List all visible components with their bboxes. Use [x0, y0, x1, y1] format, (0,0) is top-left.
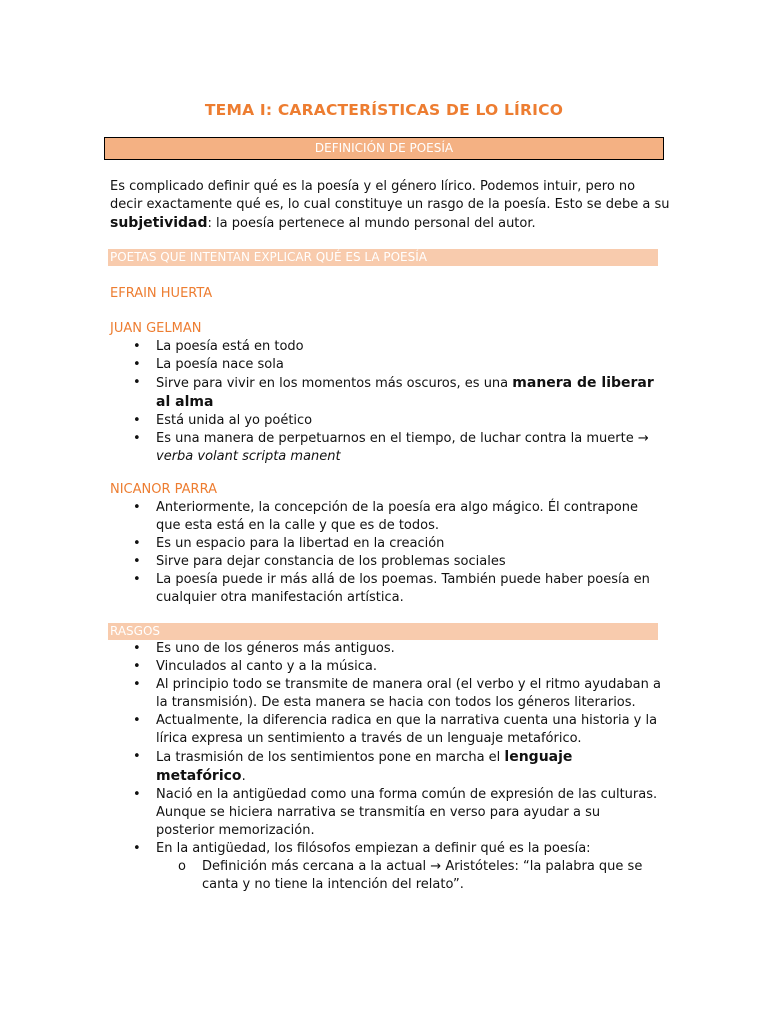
bullet-icon: • [133, 659, 141, 674]
list-item-text: Es un espacio para la libertad en la creación [156, 536, 445, 551]
intro-text-before: Es complicado definir qué es la poesía y el género lírico. Podemos intuir, pero no decir exactamente qué es, lo cual constituye un rasgo de la poesía. Esto se debe a su [110, 179, 670, 212]
list-item-text: La poesía nace sola [156, 357, 284, 372]
list-item [110, 499, 662, 535]
definition-header-box: DEFINICIÓN DE POESÍA [104, 137, 664, 160]
circle-bullet-icon: o [178, 859, 186, 874]
bullet-icon: • [133, 641, 141, 656]
list-item [110, 374, 662, 412]
list-item-text: Sirve para vivir en los momentos más oscuros, es una [156, 376, 513, 391]
list-item [110, 356, 662, 374]
list-item-text-end: . [241, 769, 246, 784]
list-item-text: La poesía está en todo [156, 339, 304, 354]
parra-list [110, 499, 662, 607]
poetas-section-header: POETAS QUE INTENTAN EXPLICAR QUÉ ES LA POESÍA [108, 249, 658, 266]
rasgos-list [110, 640, 662, 894]
list-item [110, 786, 662, 840]
intro-bold-word: subjetividad [110, 215, 208, 231]
bullet-icon: • [133, 357, 141, 372]
bullet-icon: • [133, 554, 141, 569]
bullet-icon: • [133, 572, 141, 587]
bullet-icon: • [133, 339, 141, 354]
list-item-text: Anteriormente, la concepción de la poesía era algo mágico. Él contrapone que esta está en la calle y que es de todos. [156, 500, 638, 533]
list-item [110, 571, 662, 607]
bullet-icon: • [133, 375, 141, 390]
bullet-icon: • [133, 787, 141, 802]
sublist-item-text: Definición más cercana a la actual → Aristóteles: “la palabra que se canta y no tiene la intención del relato”. [202, 859, 643, 892]
document-title: TEMA I: CARACTERÍSTICAS DE LO LÍRICO [204, 101, 564, 119]
list-item [110, 658, 662, 676]
list-item-bold: lenguaje metafórico [156, 749, 573, 784]
bullet-icon: • [133, 413, 141, 428]
bullet-icon: • [133, 749, 141, 764]
list-item [110, 840, 662, 894]
list-item-text: Es uno de los géneros más antiguos. [156, 641, 395, 656]
intro-paragraph [110, 178, 670, 233]
poet-name-efrain: EFRAIN HUERTA [110, 286, 213, 301]
latin-quote: verba volant scripta manent [156, 449, 341, 464]
list-item-text: La poesía puede ir más allá de los poemas. También puede haber poesía en cualquier otra manifestación artística. [156, 572, 650, 605]
list-item [110, 338, 662, 356]
poet-name-gelman: JUAN GELMAN [110, 321, 202, 336]
list-item [110, 430, 662, 466]
bullet-icon: • [133, 841, 141, 856]
list-item [110, 748, 662, 786]
bullet-icon: • [133, 713, 141, 728]
sublist-item [156, 858, 662, 894]
list-item-text: Sirve para dejar constancia de los problemas sociales [156, 554, 506, 569]
list-item-text: Está unida al yo poético [156, 413, 313, 428]
list-item-text: La trasmisión de los sentimientos pone en marcha el [156, 750, 505, 765]
list-item [110, 553, 662, 571]
bullet-icon: • [133, 500, 141, 515]
list-item-bold: manera de liberar al alma [156, 375, 654, 410]
gelman-list [110, 338, 662, 466]
rasgos-section-header: RASGOS [108, 623, 658, 640]
list-item [110, 412, 662, 430]
bullet-icon: • [133, 536, 141, 551]
list-item-text: Al principio todo se transmite de manera oral (el verbo y el ritmo ayudaban a la transmisión). De esta manera se hacia con todos los géneros literarios. [156, 677, 661, 710]
list-item-text: Vinculados al canto y a la música. [156, 659, 377, 674]
list-item [110, 535, 662, 553]
list-item-text: Es una manera de perpetuarnos en el tiempo, de luchar contra la muerte → [156, 431, 649, 446]
intro-text-after: : la poesía pertenece al mundo personal del autor. [207, 216, 536, 231]
poet-name-parra: NICANOR PARRA [110, 482, 217, 497]
list-item-text: En la antigüedad, los filósofos empiezan a definir qué es la poesía: [156, 841, 591, 856]
list-item-text: Nació en la antigüedad como una forma común de expresión de las culturas. Aunque se hiciera narrativa se transmitía en verso para ayudar a su posterior memorización. [156, 787, 658, 838]
list-item [110, 640, 662, 658]
list-item-text: Actualmente, la diferencia radica en que la narrativa cuenta una historia y la lírica expresa un sentimiento a través de un lenguaje metafórico. [156, 713, 658, 746]
bullet-icon: • [133, 431, 141, 446]
list-item [110, 676, 662, 712]
rasgos-sublist [156, 858, 662, 894]
bullet-icon: • [133, 677, 141, 692]
list-item [110, 712, 662, 748]
